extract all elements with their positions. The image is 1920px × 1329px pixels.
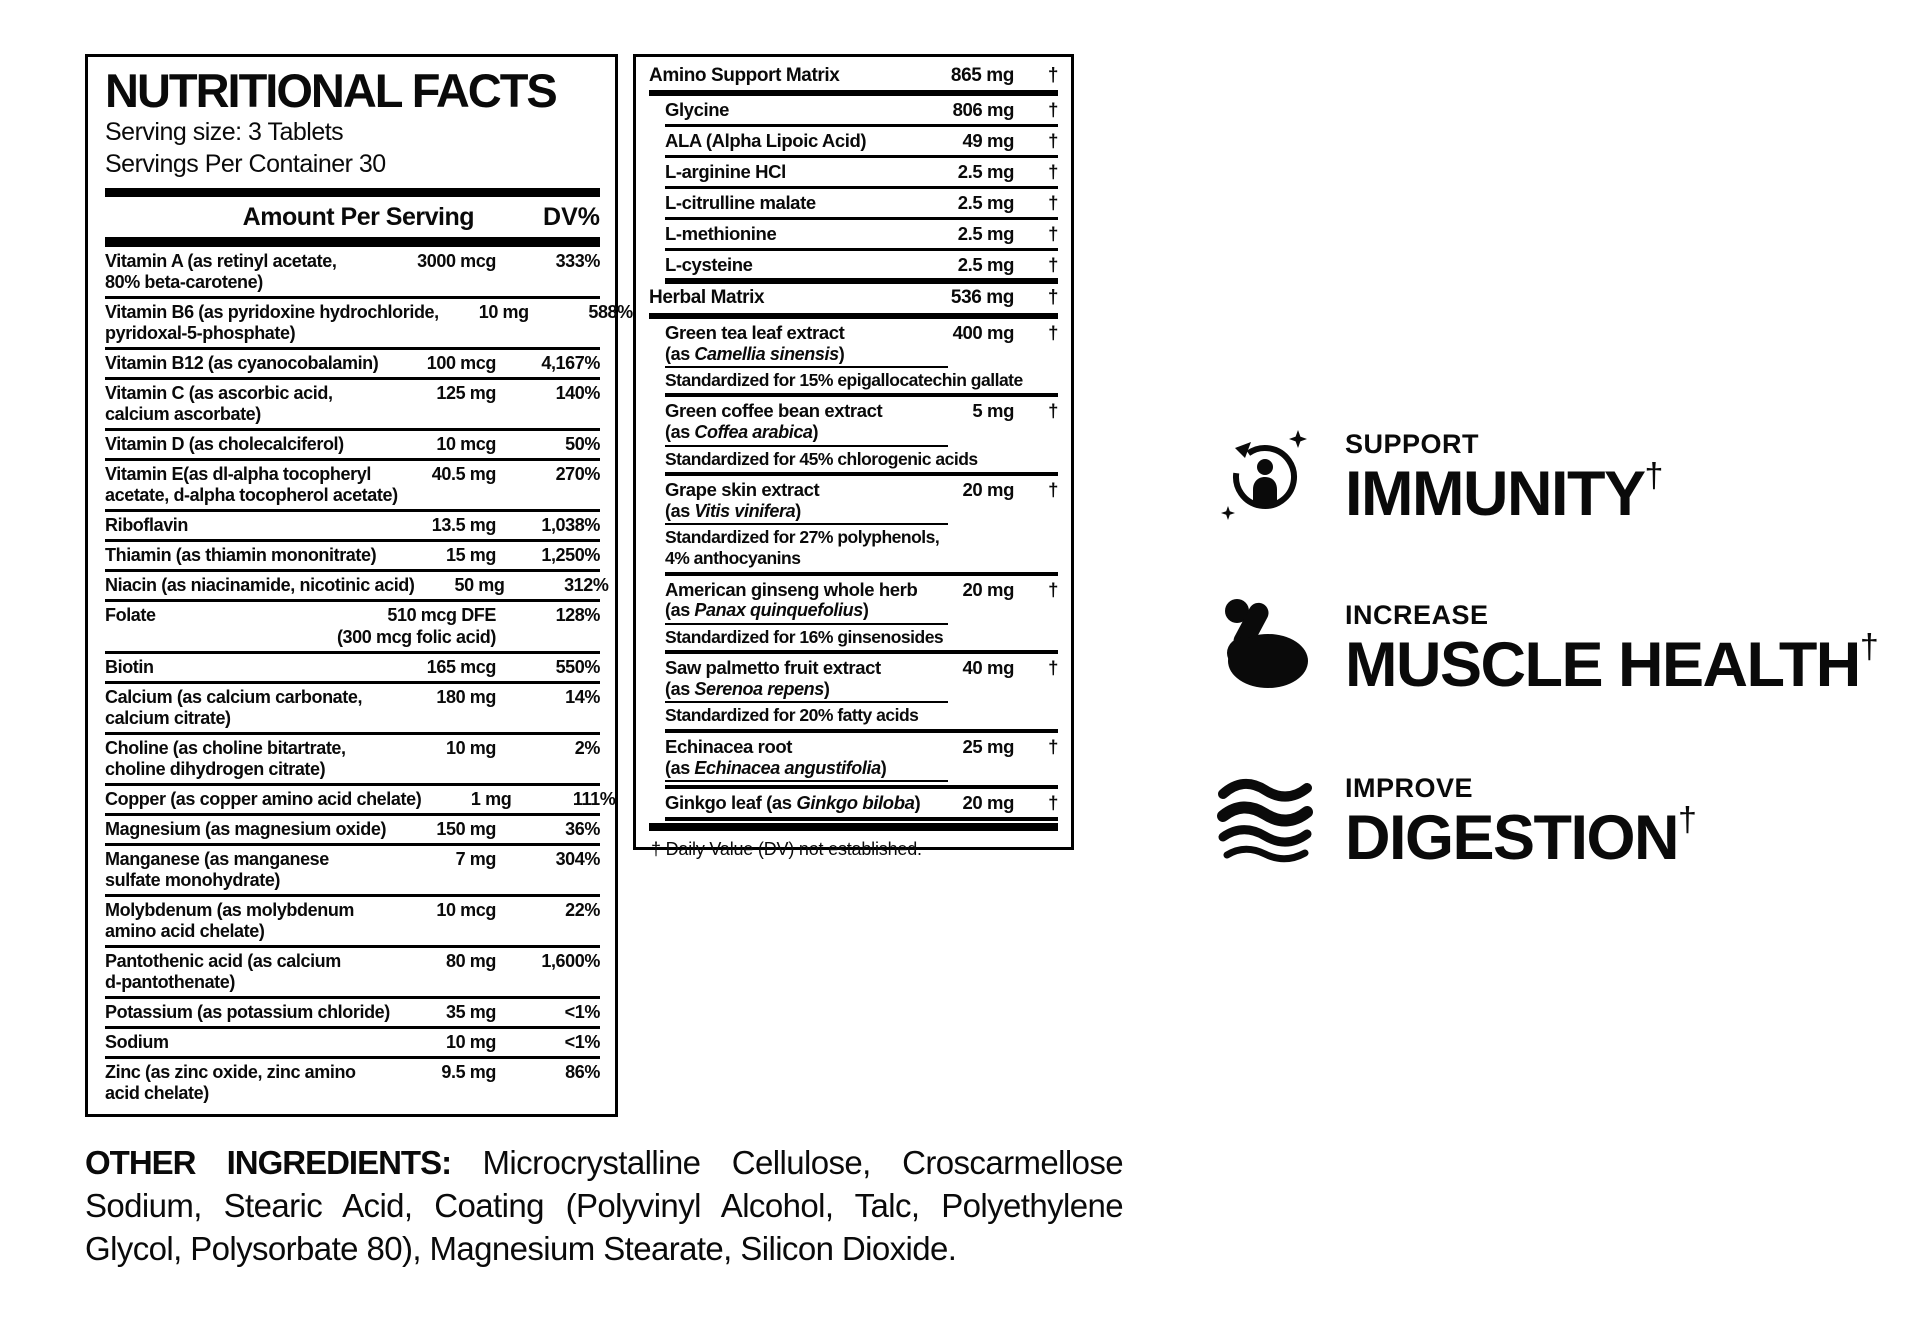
nutrient-row <box>105 350 600 380</box>
nutrient-name <box>105 464 406 506</box>
benefit-title-text: MUSCLE HEALTH <box>1345 629 1860 700</box>
nutrient-name-line: Niacin (as niacinamide, nicotinic acid) <box>105 575 415 596</box>
ingredient-name: Echinacea root <box>665 735 793 757</box>
nutrient-amount <box>406 951 496 993</box>
nutrient-row <box>105 684 600 735</box>
ingredient-name: Amino Support Matrix <box>649 65 840 86</box>
ingredient-latin: Vitis vinifera <box>694 501 796 522</box>
nutrient-dv: 1,038% <box>541 515 600 536</box>
nutrient-amount-line: 125 mg <box>436 383 496 404</box>
nutrient-amount-line: 10 mcg <box>436 434 496 455</box>
ingredient-amount: 25 mg <box>962 735 1014 757</box>
divider-bar <box>105 237 600 247</box>
nutrient-row <box>105 572 609 602</box>
ingredient-name: L-citrulline malate <box>665 191 816 213</box>
ingredient-amount: 5 mg <box>972 400 1014 422</box>
nutrient-name-line: Vitamin B6 (as pyridoxine hydrochloride, <box>105 301 439 322</box>
nutrient-name-line: calcium ascorbate) <box>105 404 261 425</box>
nutrient-amount <box>406 1062 496 1104</box>
matrix-row-line <box>665 130 1058 152</box>
nutrient-row <box>105 735 600 786</box>
nutrient-amount-line: 3000 mcg <box>417 250 496 271</box>
nutrient-row <box>105 1059 600 1107</box>
nutrient-amount-line: 180 mg <box>436 686 496 707</box>
ingredient-name: L-arginine HCl <box>665 161 786 183</box>
matrix-row <box>665 158 1058 189</box>
dagger-symbol: † <box>1048 400 1058 422</box>
ingredient-latin: Panax quinquefolius <box>694 600 863 621</box>
matrix-panel <box>633 54 1074 859</box>
nutrient-name-line: acid chelate) <box>105 1083 209 1104</box>
matrix-row-line <box>649 287 1058 309</box>
nutrient-name-line: Manganese (as manganese <box>105 848 329 869</box>
dagger-symbol: † <box>1047 287 1058 309</box>
ingredient-amount: 536 mg <box>950 287 1014 309</box>
nutrient-amount-line: 15 mg <box>445 545 496 566</box>
nutrient-table <box>105 248 633 1108</box>
nutrient-row <box>105 299 633 350</box>
ingredient-amount: 400 mg <box>952 321 1014 343</box>
ingredient-amount: 40 mg <box>962 657 1014 679</box>
matrix-row <box>665 319 1058 398</box>
nutrient-name <box>105 1062 406 1104</box>
standardized-note <box>665 625 1058 648</box>
nutrient-name-line: Vitamin C (as ascorbic acid, <box>105 383 333 404</box>
nutrient-name <box>105 575 415 596</box>
ingredient-name: ALA (Alpha Lipoic Acid) <box>665 130 867 152</box>
nutrient-dv: 550% <box>555 656 600 677</box>
nutrient-name <box>105 789 421 810</box>
waves-digestion-icon <box>1215 768 1315 868</box>
dagger-symbol: † <box>1048 99 1058 121</box>
nutrient-amount-line: 100 mcg <box>426 353 496 374</box>
nutrient-dv: 333% <box>555 250 600 271</box>
nutrient-name-line: d-pantothenate) <box>105 972 235 993</box>
matrix-row <box>665 654 1058 733</box>
nutrient-dv: 22% <box>565 900 600 920</box>
nutrient-amount <box>406 657 496 678</box>
dagger-symbol: † <box>1859 627 1879 666</box>
benefit-kicker: INCREASE <box>1345 600 1489 630</box>
ingredient-amount: 806 mg <box>952 99 1014 121</box>
dagger-symbol: † <box>1048 792 1058 813</box>
nutrient-name <box>105 738 406 780</box>
dagger-symbol: † <box>1048 222 1058 244</box>
nutrient-amount <box>406 1002 496 1023</box>
nutrient-name <box>105 251 406 293</box>
nutrient-amount-line: 10 mg <box>478 301 529 322</box>
matrix-row-line <box>665 223 1058 245</box>
nutrient-amount <box>406 515 496 536</box>
nutrient-dv: <1% <box>564 1032 600 1053</box>
servings-per-container: Servings Per Container 30 <box>105 150 386 179</box>
standardized-note-line: Standardized for 15% epigallocatechin gallate <box>665 369 1023 390</box>
nutrient-dv: 2% <box>574 737 600 758</box>
nutrient-dv: 128% <box>555 605 600 626</box>
nutrient-dv: 4,167% <box>541 353 600 374</box>
nutrient-name <box>105 1032 406 1053</box>
matrix-row <box>665 127 1058 158</box>
ingredient-latin: Serenoa repens <box>694 679 824 700</box>
matrix-row <box>649 284 1058 318</box>
ingredient-name: Grape skin extract <box>665 479 820 501</box>
matrix-row-line <box>665 736 1058 758</box>
matrix-row <box>665 476 1058 575</box>
nutrient-name-line: 80% beta-carotene) <box>105 271 263 292</box>
nutrient-dv: 50% <box>565 434 600 455</box>
ingredient-name: L-cysteine <box>665 253 753 275</box>
nutrient-row <box>105 786 616 816</box>
nutrient-amount <box>406 434 496 455</box>
nutrient-row <box>105 654 600 684</box>
nutrient-amount-line: 80 mg <box>445 951 496 972</box>
standardized-note-line: Standardized for 20% fatty acids <box>665 705 919 726</box>
column-header-dv: DV% <box>543 202 600 231</box>
nutrient-name-line: Vitamin D (as cholecalciferol) <box>105 434 344 455</box>
ingredient-name: Glycine <box>665 99 730 121</box>
ingredient-amount: 2.5 mg <box>957 253 1014 275</box>
nutrient-name-line: Biotin <box>105 656 154 677</box>
nutrient-name <box>105 819 406 840</box>
nutrient-amount-line: 7 mg <box>455 848 496 869</box>
benefit-immunity <box>1215 424 1915 529</box>
dagger-symbol: † <box>1047 65 1058 86</box>
standardized-note <box>665 703 1058 726</box>
nutrient-amount <box>415 575 505 596</box>
nutrient-dv: <1% <box>564 1002 600 1023</box>
benefit-title <box>1345 800 1697 873</box>
divider-bar <box>105 188 600 197</box>
nutrient-amount <box>406 738 496 780</box>
nutrient-name-line: Pantothenic acid (as calcium <box>105 951 341 972</box>
nutrient-name-line: Vitamin B12 (as cyanocobalamin) <box>105 353 379 374</box>
immunity-refresh-person-icon <box>1215 424 1315 524</box>
nutrient-name-line: amino acid chelate) <box>105 921 265 942</box>
nutrient-dv: 312% <box>564 575 609 596</box>
nutrient-name-line: Zinc (as zinc oxide, zinc amino <box>105 1062 356 1083</box>
benefit-text <box>1345 424 1664 529</box>
other-ingredients-text: Microcrystalline Cellulose, Croscarmellose Sodium, Stearic Acid, Coating (Polyvinyl Alcohol, Talc, Polyethylene Glycol, Polysorbate 80), Magnesium Stearate, Silicon Dioxide. <box>85 1144 1123 1267</box>
nutrient-amount-line: 10 mg <box>445 737 496 758</box>
matrix-row-line <box>665 322 1058 344</box>
nutrient-amount <box>406 900 496 942</box>
ingredient-amount: 2.5 mg <box>957 191 1014 213</box>
nutrient-amount <box>406 353 496 374</box>
matrix-row <box>649 62 1058 96</box>
nutrient-row <box>105 542 600 572</box>
nutrient-name <box>105 900 406 942</box>
matrix-row <box>665 189 1058 220</box>
table-header <box>105 197 600 237</box>
ingredient-latin-line: (as Panax quinquefolius) <box>665 600 948 624</box>
ingredient-latin: Ginkgo biloba <box>796 792 915 813</box>
ingredient-name: Saw palmetto fruit extract <box>665 657 881 679</box>
matrix-row <box>665 220 1058 251</box>
nutrient-row <box>105 999 600 1029</box>
nutrient-name-line: Choline (as choline bitartrate, <box>105 737 346 758</box>
nutrient-row <box>105 1029 600 1059</box>
nutrient-amount <box>406 383 496 425</box>
benefit-title-text: IMMUNITY <box>1345 458 1645 529</box>
panel-title: NUTRITIONAL FACTS <box>105 64 556 117</box>
nutrient-dv: 1,250% <box>541 545 600 566</box>
dagger-symbol: † <box>1048 130 1058 152</box>
nutrient-name-line: Thiamin (as thiamin mononitrate) <box>105 545 377 566</box>
matrix-row <box>665 576 1058 655</box>
nutrient-row <box>105 602 600 653</box>
nutrient-name-line: acetate, d-alpha tocopherol acetate) <box>105 485 398 506</box>
ingredient-amount: 49 mg <box>962 130 1014 152</box>
nutrient-amount <box>406 1032 496 1053</box>
nutrient-name <box>105 545 406 566</box>
nutrient-dv: 270% <box>555 464 600 485</box>
nutrient-amount <box>406 464 496 506</box>
nutrient-name-line: calcium citrate) <box>105 707 231 728</box>
nutrient-name <box>105 605 156 647</box>
nutrient-name-line: Folate <box>105 605 156 626</box>
nutritional-facts-panel <box>85 54 633 1117</box>
nutrient-name-line: pyridoxal-5-phosphate) <box>105 323 296 344</box>
ingredient-latin-line: (as Camellia sinensis) <box>665 344 948 368</box>
nutrient-amount-line: 13.5 mg <box>431 515 496 536</box>
nutrient-name-line: Vitamin A (as retinyl acetate, <box>105 250 337 271</box>
ingredient-name: Ginkgo leaf (as Ginkgo biloba) <box>665 792 921 813</box>
ingredient-name: Green tea leaf extract <box>665 321 845 343</box>
dagger-symbol: † <box>1644 456 1664 495</box>
nutrient-name <box>105 657 406 678</box>
divider-bar <box>649 823 1058 831</box>
benefit-muscle-health <box>1215 595 1915 700</box>
nutrient-amount-line: 35 mg <box>445 1002 496 1023</box>
other-ingredients <box>85 1142 1123 1271</box>
nutrient-row <box>105 248 600 299</box>
nutrient-amount-line: 10 mg <box>445 1032 496 1053</box>
ingredient-amount: 20 mg <box>962 479 1014 501</box>
dagger-symbol: † <box>1048 253 1058 275</box>
standardized-note-line: Standardized for 45% chlorogenic acids <box>665 448 978 469</box>
nutrient-amount-line: 9.5 mg <box>441 1062 496 1083</box>
nutrient-row <box>105 461 600 512</box>
serving-size: Serving size: 3 Tablets <box>105 117 344 146</box>
matrix-row <box>665 789 1058 821</box>
nutrient-name-line: choline dihydrogen citrate) <box>105 758 326 779</box>
dagger-symbol: † <box>1048 191 1058 213</box>
nutrient-amount-line: (300 mcg folic acid) <box>336 626 496 647</box>
ingredient-latin-line: (as Serenoa repens) <box>665 679 948 703</box>
nutrient-dv: 111% <box>572 788 616 809</box>
matrix-table <box>649 62 1058 821</box>
nutrient-name <box>105 302 439 344</box>
dagger-symbol: † <box>1048 161 1058 183</box>
nutrient-name <box>105 383 406 425</box>
matrix-row <box>665 397 1058 476</box>
nutrient-name <box>105 515 406 536</box>
ingredient-latin: Camellia sinensis <box>694 343 839 364</box>
dagger-symbol: † <box>1048 479 1058 501</box>
nutrient-amount <box>439 302 529 344</box>
nutrient-amount-line: 10 mcg <box>436 900 496 920</box>
nutrient-row <box>105 816 600 846</box>
bicep-muscle-icon <box>1215 595 1315 695</box>
matrix-row-line <box>665 792 1058 814</box>
nutrient-name <box>105 353 406 374</box>
nutrient-name <box>105 951 406 993</box>
nutrient-dv: 1,600% <box>541 951 600 972</box>
standardized-note-line: Standardized for 27% polyphenols, <box>665 527 940 548</box>
nutrient-amount <box>421 789 511 810</box>
nutrient-name-line: Calcium (as calcium carbonate, <box>105 686 363 707</box>
benefit-text <box>1345 595 1879 700</box>
nutrient-dv: 588% <box>588 301 633 322</box>
nutrient-dv: 36% <box>565 818 600 839</box>
benefit-title <box>1345 456 1664 529</box>
nutrient-dv: 140% <box>555 383 600 404</box>
standardized-note-line: Standardized for 16% ginsenosides <box>665 626 944 647</box>
matrix-row <box>665 96 1058 127</box>
ingredient-name: American ginseng whole herb <box>665 578 918 600</box>
nutrient-name <box>105 1002 406 1023</box>
standardized-note-line: 4% anthocyanins <box>665 547 801 568</box>
column-header-amount: Amount Per Serving <box>242 202 474 231</box>
nutrient-amount-line: 1 mg <box>470 788 512 809</box>
nutrient-amount-line: 150 mg <box>436 818 496 839</box>
dagger-symbol: † <box>1048 657 1058 679</box>
ingredient-name: Herbal Matrix <box>649 287 765 309</box>
matrix-row-line <box>665 254 1058 276</box>
nutrient-name-line: Riboflavin <box>105 515 189 536</box>
matrix-row <box>665 733 1058 789</box>
nutrient-name-line: Molybdenum (as molybdenum <box>105 900 355 920</box>
nutrient-amount <box>406 545 496 566</box>
ingredient-latin: Echinacea angustifolia <box>694 757 881 778</box>
nutrient-name-line: sulfate monohydrate) <box>105 869 281 890</box>
benefit-title <box>1345 627 1879 700</box>
dv-footnote: † Daily Value (DV) not established. <box>651 838 922 859</box>
nutrient-dv: 14% <box>565 686 600 707</box>
matrix-row-line <box>665 192 1058 214</box>
nutrient-row <box>105 431 600 461</box>
nutrient-name-line: Vitamin E(as dl-alpha tocopheryl <box>105 464 371 485</box>
ingredient-amount: 20 mg <box>962 792 1014 813</box>
nutrient-amount <box>406 687 496 729</box>
matrix-row-line <box>665 579 1058 601</box>
nutrient-name-line: Potassium (as potassium chloride) <box>105 1002 390 1023</box>
matrix-row-line <box>649 65 1058 87</box>
nutrient-row <box>105 948 600 999</box>
ingredient-name: L-methionine <box>665 222 777 244</box>
nutrient-amount <box>406 849 496 891</box>
ingredient-latin-line: (as Echinacea angustifolia) <box>665 758 948 782</box>
matrix-row-line <box>665 657 1058 679</box>
benefit-kicker: IMPROVE <box>1345 773 1474 803</box>
ingredient-amount: 865 mg <box>950 65 1014 86</box>
ingredient-amount: 2.5 mg <box>957 222 1014 244</box>
matrix-row-line <box>665 400 1058 422</box>
ingredient-latin-line: (as Vitis vinifera) <box>665 501 948 525</box>
matrix-row-line <box>665 161 1058 183</box>
nutrient-name <box>105 434 406 455</box>
standardized-note <box>665 368 1058 391</box>
benefit-digestion <box>1215 768 1915 873</box>
nutrient-name-line: Sodium <box>105 1032 169 1053</box>
standardized-note <box>665 447 1058 470</box>
ingredient-amount: 2.5 mg <box>957 161 1014 183</box>
nutrient-row <box>105 846 600 897</box>
nutrient-name-line: Copper (as copper amino acid chelate) <box>105 788 422 809</box>
ingredient-name: Green coffee bean extract <box>665 400 883 422</box>
benefit-title-text: DIGESTION <box>1345 802 1679 873</box>
nutrient-dv: 86% <box>565 1062 600 1083</box>
nutrient-name <box>105 687 406 729</box>
matrix-row-line <box>665 99 1058 121</box>
ingredient-latin: Coffea arabica <box>694 422 813 443</box>
matrix-row-line <box>665 479 1058 501</box>
nutrient-row <box>105 380 600 431</box>
ingredient-latin-line: (as Coffea arabica) <box>665 422 948 446</box>
matrix-row <box>665 251 1058 285</box>
dagger-symbol: † <box>1678 800 1697 839</box>
dagger-symbol: † <box>1048 578 1058 600</box>
standardized-note <box>665 525 1058 568</box>
nutrient-amount <box>406 819 496 840</box>
benefit-text <box>1345 768 1697 873</box>
nutrient-name-line: Magnesium (as magnesium oxide) <box>105 818 387 839</box>
nutrient-row <box>105 512 600 542</box>
nutrient-amount-line: 165 mcg <box>426 656 496 677</box>
nutrient-amount <box>406 251 496 293</box>
ingredient-amount: 20 mg <box>962 578 1014 600</box>
nutrient-amount <box>156 605 496 647</box>
dagger-symbol: † <box>1048 321 1058 343</box>
nutrient-name <box>105 849 406 891</box>
nutrient-dv: 304% <box>555 848 600 869</box>
other-ingredients-label: OTHER INGREDIENTS: <box>85 1144 452 1181</box>
dagger-symbol: † <box>1048 735 1058 757</box>
nutrient-amount-line: 40.5 mg <box>431 464 496 485</box>
benefit-kicker: SUPPORT <box>1345 429 1480 459</box>
nutrient-amount-line: 510 mcg DFE <box>387 605 496 626</box>
nutrient-row <box>105 897 600 948</box>
nutrient-amount-line: 50 mg <box>454 575 505 596</box>
